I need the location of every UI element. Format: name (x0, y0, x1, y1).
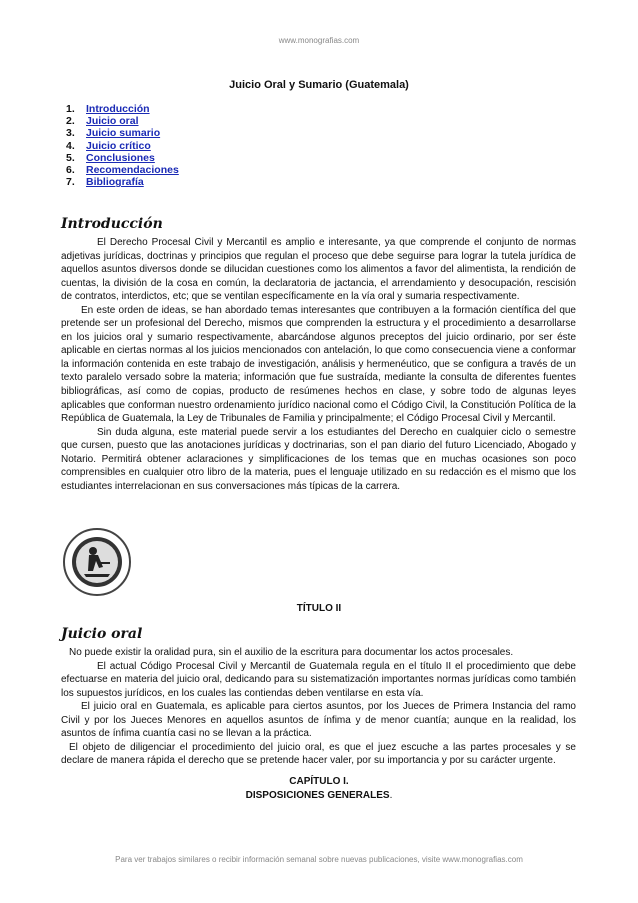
section-heading-introduccion: Introducción (61, 216, 163, 232)
toc-item (66, 164, 179, 176)
toc-item (66, 140, 179, 152)
toc-number: 3. (66, 127, 75, 140)
section-heading-juicio-oral: Juicio oral (61, 626, 143, 642)
toc-number: 1. (66, 103, 75, 115)
paragraph: El juicio oral en Guatemala, es aplicable para ciertos asuntos, por los Jueces de Primera Instancia del ramo Civil y por los Jueces Menores en aquellos asuntos de ínfima y de menor cuantía; aunque en la realidad, los asuntos de ínfima cuantía casi no se llevan a la práctica. (61, 701, 576, 740)
table-of-contents (66, 103, 179, 188)
paragraph: El objeto de diligenciar el procedimiento del juicio oral, es que el juez escuche a las partes procesales y se declare de manera rápida el derecho que se pretende hacer valer, por su importancia y por su carácter urgente. (61, 741, 576, 767)
toc-item (66, 103, 179, 115)
toc-link-recomendaciones[interactable]: Recomendaciones (86, 164, 179, 177)
toc-number: 6. (66, 164, 75, 177)
university-seal-logo (62, 527, 132, 597)
paragraph: El actual Código Procesal Civil y Mercantil de Guatemala regula en el título II el procedimiento que debe efectuarse en materia del juicio oral, dedicando para su sistematización importantes normas jurídicas como también los supuestos jurídicos, en los cuales las contiendas deben ventilarse en esta vía. (61, 660, 576, 699)
toc-link-conclusiones[interactable]: Conclusiones (86, 151, 155, 164)
toc-number: 2. (66, 115, 75, 128)
toc-number: 4. (66, 139, 75, 152)
document-title: Juicio Oral y Sumario (Guatemala) (229, 79, 409, 91)
capitulo-heading: CAPÍTULO I. (289, 776, 349, 787)
disposiciones-period: . (389, 790, 393, 801)
site-header: www.monografias.com (278, 36, 360, 45)
introduccion-body (61, 236, 576, 493)
toc-link-bibliografia[interactable]: Bibliografía (86, 176, 144, 189)
site-footer: Para ver trabajos similares o recibir información semanal sobre nuevas publicaciones, visite www.monografias.com (115, 855, 523, 864)
disposiciones-heading (0, 790, 638, 801)
toc-number: 7. (66, 176, 75, 189)
disposiciones-text: DISPOSICIONES GENERALES (245, 790, 390, 801)
paragraph: El Derecho Procesal Civil y Mercantil es amplio e interesante, ya que comprende el conjunto de normas adjetivas jurídicas, doctrinas y principios que regulan el proceso que debe seguirse para lograr la tutela jurídica de aquellos asuntos diversos donde se dilucidan cuestiones como los alimentos a favor del alimentista, la rendición de cuentas, la división de la cosa en común, la declaratoria de jactancia, el arrendamiento y desocupación, rescisión de contratos, interdictos, etc; que se ventilan específicamente en la vía oral y sumaria respectivamente. (61, 237, 576, 303)
titulo-heading: TÍTULO II (296, 603, 342, 614)
paragraph: Sin duda alguna, este material puede servir a los estudiantes del Derecho en cualquier ciclo o semestre que cursen, puesto que las anotaciones jurídicas y doctrinarias, son el pan diario del futuro Licenciado, Abogado y Notario. Permitirá obtener aclaraciones y simplificaciones de los temas que en muchas ocasiones son poco comprensibles en cualquier otro libro de la materia, pues el lenguaje utilizado en su redacción es el mismo que los estudiantes interrelacionan en sus conversaciones más típicas de la carrera. (61, 426, 576, 492)
toc-link-juicio-sumario[interactable]: Juicio sumario (86, 127, 161, 140)
toc-item (66, 152, 179, 164)
toc-link-juicio-critico[interactable]: Juicio crítico (86, 139, 151, 152)
toc-link-introduccion[interactable]: Introducción (86, 103, 150, 115)
toc-item (66, 115, 179, 127)
paragraph: En este orden de ideas, se han abordado temas interesantes que contribuyen a la formación científica del que pretende ser un profesional del Derecho, mismos que comprenden la estructura y el procedimiento a desarrollarse en los juicios oral y sumario respectivamente, abarcándose algunos preceptos del juicio ordinario, por ser éste aplicable en ciertas normas al los juicios mencionados con antelación, lo que como consecuencia viene a conformar la información contenida en este trabajo de investigación, análisis y hermenéutico, que se configura a través de un texto paralelo versado sobre la materia; información que fue sustraída, mediante la consulta de diferentes fuentes bibliográficas, así como de copias, producto de resúmenes hechos en clase, y sobre todo de algunas leyes aplicables que conforman nuestro ordenamiento jurídico nacional como el Código Civil, la Constitución Política de la República de Guatemala, la Ley de Tribunales de Familia y principalmente; el Código Procesal Civil y Mercantil. (61, 304, 576, 425)
toc-item (66, 127, 179, 139)
toc-number: 5. (66, 151, 75, 164)
paragraph: No puede existir la oralidad pura, sin el auxilio de la escritura para documentar los actos procesales. (69, 647, 514, 658)
juicio-oral-body (61, 646, 576, 768)
toc-item (66, 176, 179, 188)
toc-link-juicio-oral[interactable]: Juicio oral (86, 115, 139, 128)
